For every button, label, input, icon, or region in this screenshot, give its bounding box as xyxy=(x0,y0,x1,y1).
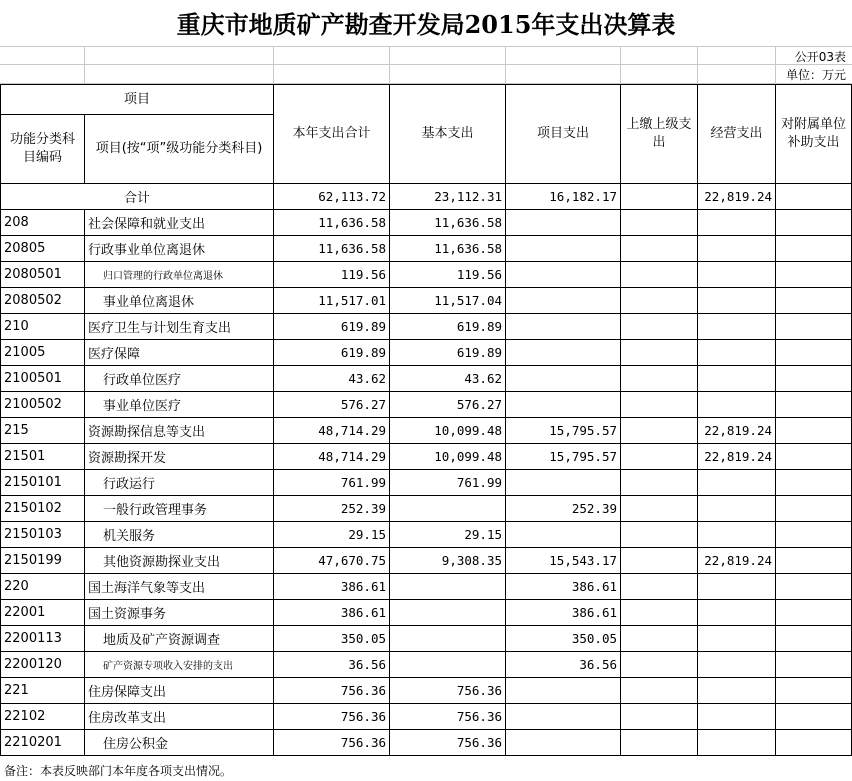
cell-name: 地质及矿产资源调查 xyxy=(85,626,274,652)
table-row xyxy=(1,418,852,444)
cell-remit xyxy=(621,314,698,340)
cell-name: 资源勘探信息等支出 xyxy=(85,418,274,444)
cell-project: 350.05 xyxy=(506,626,621,652)
cell-basic: 43.62 xyxy=(390,366,506,392)
cell-project xyxy=(506,678,621,704)
table-row xyxy=(1,574,852,600)
total-project: 16,182.17 xyxy=(506,184,621,210)
cell-subsidy xyxy=(776,340,852,366)
cell-remit xyxy=(621,210,698,236)
table-row xyxy=(1,262,852,288)
cell-code: 2200120 xyxy=(1,652,85,678)
cell-name: 住房保障支出 xyxy=(85,678,274,704)
cell-basic: 756.36 xyxy=(390,704,506,730)
cell-name: 行政单位医疗 xyxy=(85,366,274,392)
table-row xyxy=(1,444,852,470)
cell-subsidy xyxy=(776,314,852,340)
cell-total: 756.36 xyxy=(274,730,390,756)
cell-subsidy xyxy=(776,236,852,262)
cell-code: 2100502 xyxy=(1,392,85,418)
cell-subsidy xyxy=(776,470,852,496)
cell-operating xyxy=(698,522,776,548)
cell-total: 29.15 xyxy=(274,522,390,548)
cell-subsidy xyxy=(776,626,852,652)
cell-name: 国土资源事务 xyxy=(85,600,274,626)
cell-project xyxy=(506,262,621,288)
cell-total: 386.61 xyxy=(274,574,390,600)
table-row xyxy=(1,522,852,548)
cell-name: 医疗卫生与计划生育支出 xyxy=(85,314,274,340)
cell-code: 2100501 xyxy=(1,366,85,392)
cell-remit xyxy=(621,340,698,366)
cell-basic: 10,099.48 xyxy=(390,444,506,470)
cell-project xyxy=(506,730,621,756)
cell-basic xyxy=(390,496,506,522)
cell-project xyxy=(506,704,621,730)
cell-subsidy xyxy=(776,262,852,288)
cell-remit xyxy=(621,730,698,756)
table-row xyxy=(1,366,852,392)
cell-operating xyxy=(698,470,776,496)
cell-name: 住房公积金 xyxy=(85,730,274,756)
cell-operating xyxy=(698,652,776,678)
cell-subsidy xyxy=(776,444,852,470)
table-row xyxy=(1,704,852,730)
cell-project: 252.39 xyxy=(506,496,621,522)
cell-code: 2150101 xyxy=(1,470,85,496)
cell-remit xyxy=(621,626,698,652)
cell-subsidy xyxy=(776,288,852,314)
cell-name: 其他资源勘探业支出 xyxy=(85,548,274,574)
cell-code: 221 xyxy=(1,678,85,704)
cell-subsidy xyxy=(776,574,852,600)
header-name: 项目(按“项”级功能分类科目) xyxy=(85,115,274,184)
table-row xyxy=(1,548,852,574)
cell-code: 22102 xyxy=(1,704,85,730)
cell-total: 576.27 xyxy=(274,392,390,418)
cell-remit xyxy=(621,418,698,444)
cell-basic: 11,636.58 xyxy=(390,236,506,262)
cell-name: 行政运行 xyxy=(85,470,274,496)
total-label: 合计 xyxy=(1,184,274,210)
cell-total: 119.56 xyxy=(274,262,390,288)
cell-subsidy xyxy=(776,522,852,548)
cell-project xyxy=(506,340,621,366)
cell-basic xyxy=(390,600,506,626)
cell-code: 2210201 xyxy=(1,730,85,756)
cell-total: 47,670.75 xyxy=(274,548,390,574)
cell-subsidy xyxy=(776,730,852,756)
cell-code: 2080502 xyxy=(1,288,85,314)
cell-name: 一般行政管理事务 xyxy=(85,496,274,522)
table-row xyxy=(1,340,852,366)
cell-project: 15,543.17 xyxy=(506,548,621,574)
cell-total: 48,714.29 xyxy=(274,444,390,470)
cell-code: 20805 xyxy=(1,236,85,262)
cell-remit xyxy=(621,574,698,600)
cell-operating xyxy=(698,704,776,730)
page-title: 重庆市地质矿产勘查开发局2015年支出决算表 xyxy=(176,10,676,39)
cell-operating: 22,819.24 xyxy=(698,418,776,444)
cell-name: 行政事业单位离退休 xyxy=(85,236,274,262)
cell-project xyxy=(506,392,621,418)
cell-name: 归口管理的行政单位离退休 xyxy=(85,262,274,288)
cell-remit xyxy=(621,392,698,418)
cell-total: 36.56 xyxy=(274,652,390,678)
cell-project xyxy=(506,314,621,340)
unit-label: 单位：万元 xyxy=(785,68,846,82)
cell-total: 350.05 xyxy=(274,626,390,652)
table-row xyxy=(1,288,852,314)
cell-total: 619.89 xyxy=(274,314,390,340)
table-row xyxy=(1,210,852,236)
cell-operating xyxy=(698,210,776,236)
cell-basic: 10,099.48 xyxy=(390,418,506,444)
cell-basic: 756.36 xyxy=(390,678,506,704)
cell-operating xyxy=(698,314,776,340)
cell-code: 2150199 xyxy=(1,548,85,574)
table-row xyxy=(1,626,852,652)
header-code: 功能分类科目编码 xyxy=(1,115,85,184)
cell-operating xyxy=(698,392,776,418)
cell-project xyxy=(506,366,621,392)
cell-code: 2200113 xyxy=(1,626,85,652)
cell-basic: 619.89 xyxy=(390,340,506,366)
cell-name: 社会保障和就业支出 xyxy=(85,210,274,236)
cell-operating: 22,819.24 xyxy=(698,444,776,470)
cell-subsidy xyxy=(776,392,852,418)
cell-remit xyxy=(621,366,698,392)
cell-total: 756.36 xyxy=(274,678,390,704)
header-total: 本年支出合计 xyxy=(274,85,390,184)
table-row xyxy=(1,730,852,756)
cell-code: 2080501 xyxy=(1,262,85,288)
cell-name: 住房改革支出 xyxy=(85,704,274,730)
cell-remit xyxy=(621,548,698,574)
cell-name: 资源勘探开发 xyxy=(85,444,274,470)
cell-total: 11,517.01 xyxy=(274,288,390,314)
cell-basic: 29.15 xyxy=(390,522,506,548)
cell-remit xyxy=(621,522,698,548)
cell-code: 208 xyxy=(1,210,85,236)
cell-project: 15,795.57 xyxy=(506,418,621,444)
table-row xyxy=(1,314,852,340)
cell-code: 21005 xyxy=(1,340,85,366)
cell-basic: 756.36 xyxy=(390,730,506,756)
cell-subsidy xyxy=(776,678,852,704)
cell-basic: 9,308.35 xyxy=(390,548,506,574)
cell-basic xyxy=(390,652,506,678)
footnote: 备注：本表反映部门本年度各项支出情况。 xyxy=(4,764,233,778)
cell-operating: 22,819.24 xyxy=(698,548,776,574)
cell-operating xyxy=(698,262,776,288)
cell-subsidy xyxy=(776,652,852,678)
table-row xyxy=(1,392,852,418)
cell-subsidy xyxy=(776,600,852,626)
cell-name: 事业单位医疗 xyxy=(85,392,274,418)
cell-operating xyxy=(698,730,776,756)
cell-code: 21501 xyxy=(1,444,85,470)
cell-subsidy xyxy=(776,496,852,522)
total-operating: 22,819.24 xyxy=(698,184,776,210)
header-subsidy: 对附属单位补助支出 xyxy=(776,85,852,184)
cell-basic: 119.56 xyxy=(390,262,506,288)
header-project: 项目支出 xyxy=(506,85,621,184)
cell-project: 386.61 xyxy=(506,574,621,600)
cell-project xyxy=(506,288,621,314)
cell-operating xyxy=(698,288,776,314)
total-remit xyxy=(621,184,698,210)
cell-operating xyxy=(698,496,776,522)
header-operating: 经营支出 xyxy=(698,85,776,184)
cell-name: 矿产资源专项收入安排的支出 xyxy=(85,652,274,678)
cell-name: 机关服务 xyxy=(85,522,274,548)
cell-total: 252.39 xyxy=(274,496,390,522)
cell-basic: 11,517.04 xyxy=(390,288,506,314)
cell-remit xyxy=(621,704,698,730)
sheet-gridlines xyxy=(0,46,852,84)
cell-remit xyxy=(621,288,698,314)
table-row xyxy=(1,236,852,262)
cell-basic: 761.99 xyxy=(390,470,506,496)
cell-subsidy xyxy=(776,548,852,574)
total-subsidy xyxy=(776,184,852,210)
table-row xyxy=(1,678,852,704)
cell-code: 220 xyxy=(1,574,85,600)
total-basic: 23,112.31 xyxy=(390,184,506,210)
cell-subsidy xyxy=(776,366,852,392)
cell-operating xyxy=(698,366,776,392)
header-basic: 基本支出 xyxy=(390,85,506,184)
cell-project: 36.56 xyxy=(506,652,621,678)
total-row xyxy=(1,184,852,210)
cell-total: 386.61 xyxy=(274,600,390,626)
cell-operating xyxy=(698,626,776,652)
cell-code: 2150103 xyxy=(1,522,85,548)
cell-total: 11,636.58 xyxy=(274,210,390,236)
cell-remit xyxy=(621,652,698,678)
cell-operating xyxy=(698,678,776,704)
cell-name: 医疗保障 xyxy=(85,340,274,366)
table-row xyxy=(1,600,852,626)
cell-total: 48,714.29 xyxy=(274,418,390,444)
cell-total: 43.62 xyxy=(274,366,390,392)
cell-remit xyxy=(621,262,698,288)
cell-project xyxy=(506,470,621,496)
cell-remit xyxy=(621,444,698,470)
cell-total: 756.36 xyxy=(274,704,390,730)
cell-code: 210 xyxy=(1,314,85,340)
table-row xyxy=(1,496,852,522)
cell-project xyxy=(506,522,621,548)
cell-basic: 11,636.58 xyxy=(390,210,506,236)
cell-subsidy xyxy=(776,704,852,730)
cell-code: 22001 xyxy=(1,600,85,626)
cell-operating xyxy=(698,236,776,262)
header-remit: 上缴上级支出 xyxy=(621,85,698,184)
cell-remit xyxy=(621,678,698,704)
cell-project: 15,795.57 xyxy=(506,444,621,470)
cell-name: 事业单位离退休 xyxy=(85,288,274,314)
cell-project xyxy=(506,210,621,236)
cell-basic xyxy=(390,574,506,600)
total-amount: 62,113.72 xyxy=(274,184,390,210)
cell-operating xyxy=(698,600,776,626)
cell-remit xyxy=(621,470,698,496)
cell-remit xyxy=(621,496,698,522)
cell-basic: 619.89 xyxy=(390,314,506,340)
cell-subsidy xyxy=(776,418,852,444)
expenditure-table xyxy=(0,84,852,756)
cell-total: 619.89 xyxy=(274,340,390,366)
cell-remit xyxy=(621,600,698,626)
cell-basic xyxy=(390,626,506,652)
header-project-group: 项目 xyxy=(1,85,274,115)
cell-operating xyxy=(698,574,776,600)
cell-basic: 576.27 xyxy=(390,392,506,418)
table-code: 公开03表 xyxy=(794,50,846,64)
cell-project xyxy=(506,236,621,262)
cell-subsidy xyxy=(776,210,852,236)
table-row xyxy=(1,470,852,496)
cell-project: 386.61 xyxy=(506,600,621,626)
cell-total: 761.99 xyxy=(274,470,390,496)
cell-code: 2150102 xyxy=(1,496,85,522)
cell-name: 国土海洋气象等支出 xyxy=(85,574,274,600)
cell-total: 11,636.58 xyxy=(274,236,390,262)
cell-operating xyxy=(698,340,776,366)
cell-remit xyxy=(621,236,698,262)
cell-code: 215 xyxy=(1,418,85,444)
table-row xyxy=(1,652,852,678)
